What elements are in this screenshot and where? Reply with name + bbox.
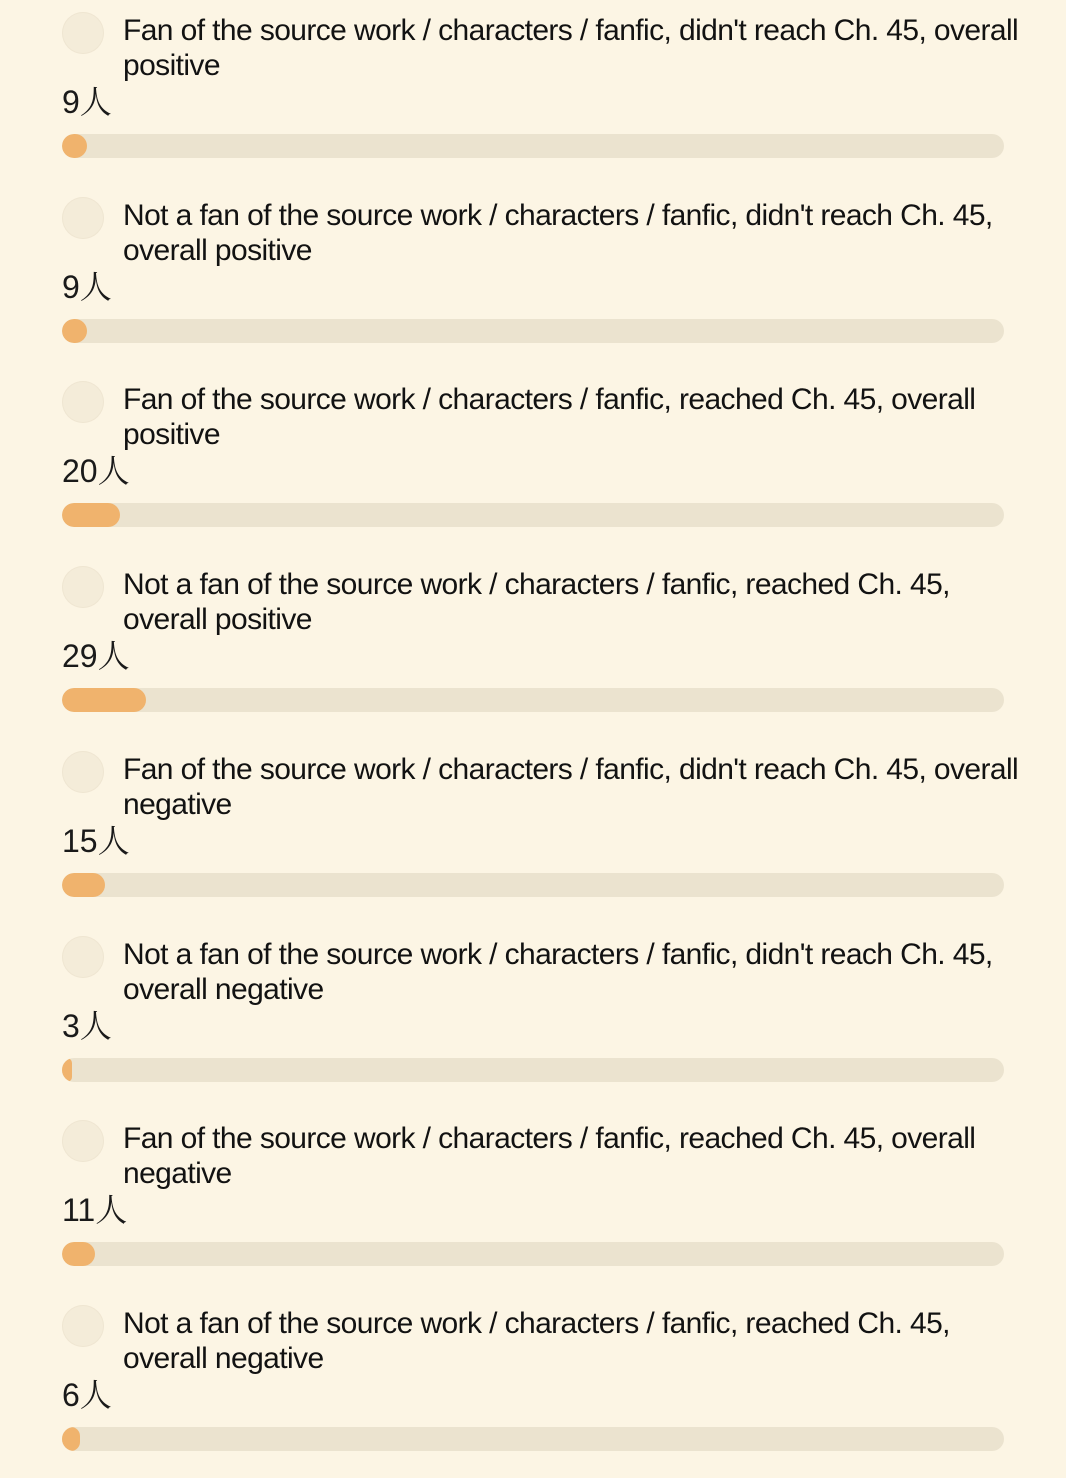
poll-option-4[interactable] <box>0 554 1066 739</box>
progress-track <box>62 503 1004 527</box>
progress-track <box>62 873 1004 897</box>
radio-button[interactable] <box>62 197 104 239</box>
progress-track <box>62 134 1004 158</box>
option-label: Not a fan of the source work / characters / fanfic, didn't reach Ch. 45, overall negative <box>123 937 993 1006</box>
poll-option-8[interactable] <box>0 1293 1066 1478</box>
poll-option-2[interactable] <box>0 185 1066 370</box>
radio-button[interactable] <box>62 1120 104 1162</box>
vote-count: 3人 <box>62 1007 112 1044</box>
option-label: Fan of the source work / characters / fanfic, didn't reach Ch. 45, overall positive <box>123 14 1019 82</box>
progress-track <box>62 319 1004 343</box>
radio-button[interactable] <box>62 936 104 978</box>
poll-option-3[interactable] <box>0 369 1066 554</box>
vote-count: 6人 <box>62 1376 112 1413</box>
poll-option-5[interactable] <box>0 739 1066 924</box>
progress-track <box>62 1242 1004 1266</box>
progress-fill <box>62 134 87 158</box>
radio-button[interactable] <box>62 12 104 54</box>
vote-count: 20人 <box>62 453 130 490</box>
progress-track <box>62 688 1004 712</box>
radio-button[interactable] <box>62 381 104 423</box>
progress-fill <box>62 688 146 712</box>
progress-fill <box>62 873 105 897</box>
progress-track <box>62 1427 1004 1451</box>
option-label: Not a fan of the source work / characters / fanfic, reached Ch. 45, overall negative <box>123 1306 950 1375</box>
poll-option-1[interactable] <box>0 0 1066 185</box>
option-label: Fan of the source work / characters / fanfic, reached Ch. 45, overall negative <box>123 1122 976 1191</box>
vote-count: 29人 <box>62 638 130 675</box>
vote-count: 9人 <box>62 268 112 305</box>
radio-button[interactable] <box>62 566 104 608</box>
option-label: Fan of the source work / characters / fanfic, reached Ch. 45, overall positive <box>123 383 976 452</box>
vote-count: 9人 <box>62 84 112 120</box>
vote-count: 15人 <box>62 822 130 859</box>
progress-fill <box>62 319 87 343</box>
progress-fill <box>62 1058 72 1082</box>
progress-fill <box>62 1242 95 1266</box>
progress-track <box>62 1058 1004 1082</box>
option-label: Not a fan of the source work / characters / fanfic, reached Ch. 45, overall positive <box>123 568 950 637</box>
progress-fill <box>62 503 120 527</box>
option-label: Fan of the source work / characters / fanfic, didn't reach Ch. 45, overall negative <box>123 752 1019 821</box>
radio-button[interactable] <box>62 751 104 793</box>
option-label: Not a fan of the source work / characters / fanfic, didn't reach Ch. 45, overall positive <box>123 198 993 267</box>
poll-option-7[interactable] <box>0 1108 1066 1293</box>
poll-option-6[interactable] <box>0 924 1066 1109</box>
vote-count: 11人 <box>62 1192 128 1229</box>
radio-button[interactable] <box>62 1305 104 1347</box>
progress-fill <box>62 1427 80 1451</box>
